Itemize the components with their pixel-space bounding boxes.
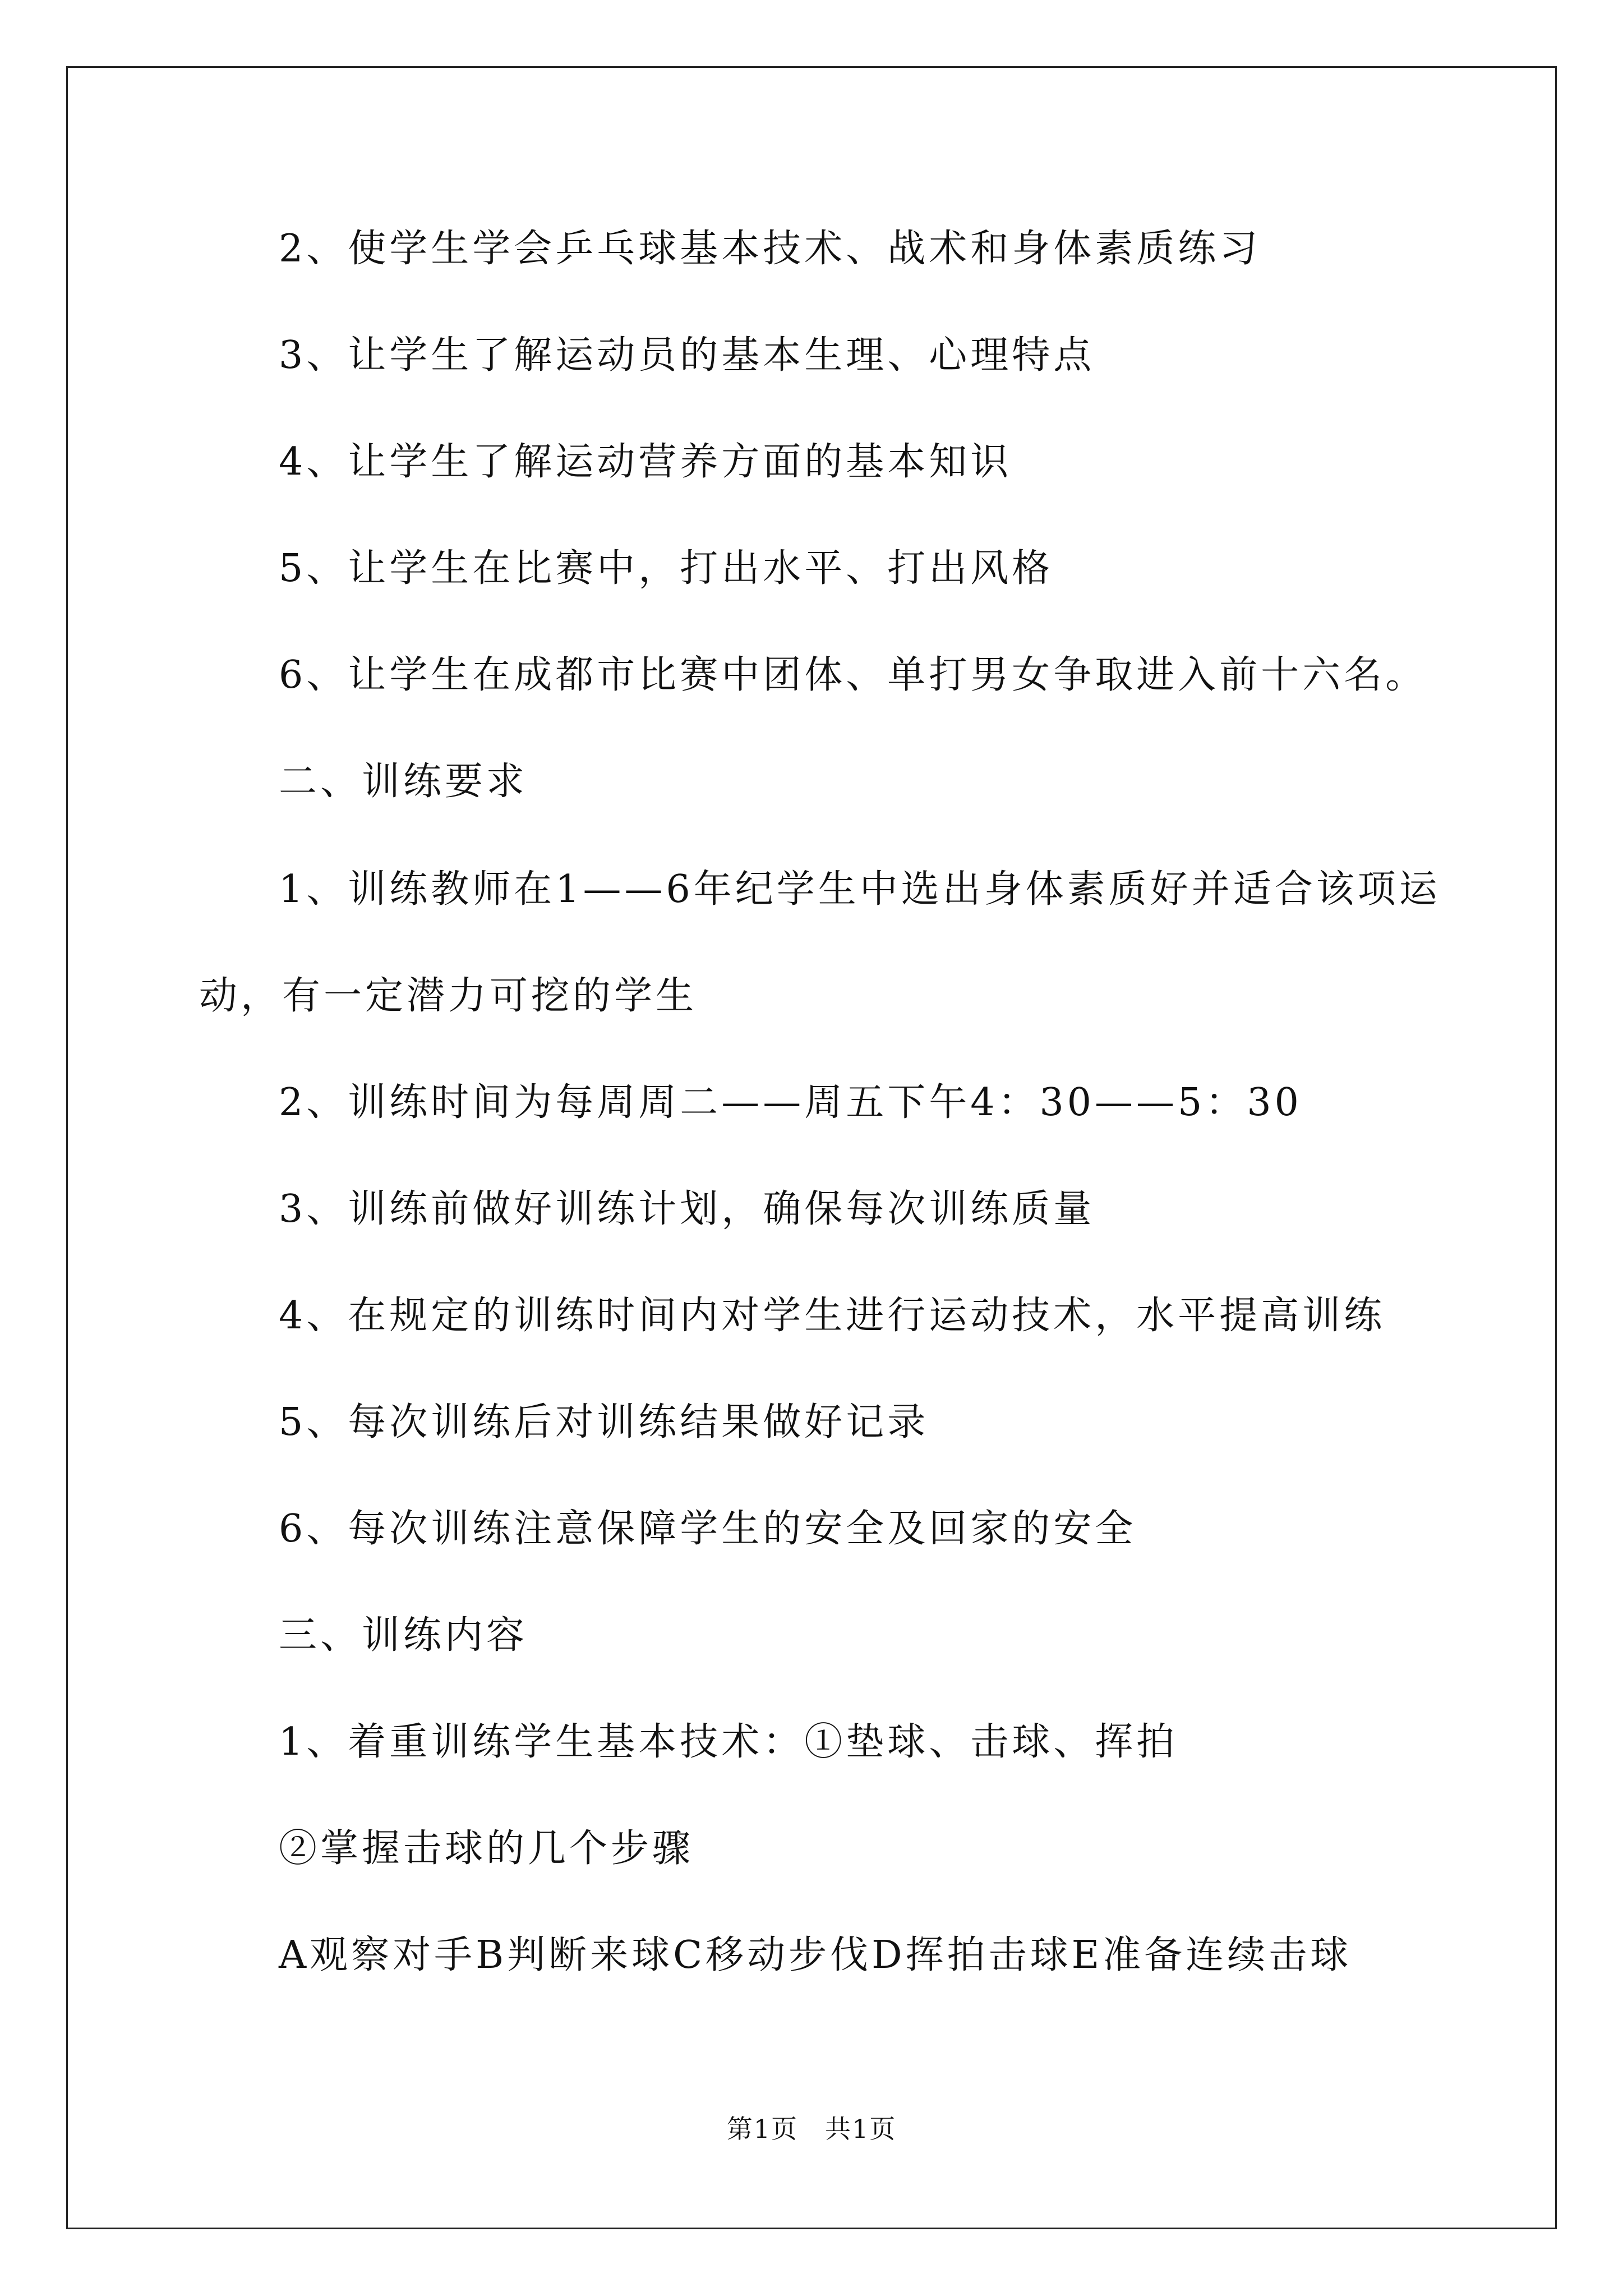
list-item-requirement-1: 1、训练教师在1——6年纪学生中选出身体素质好并适合该项运 bbox=[279, 867, 1441, 912]
list-item-content-steps: A观察对手B判断来球C移动步伐D挥拍击球E准备连续击球 bbox=[279, 1933, 1352, 1977]
list-item-goal-5: 5、让学生在比赛中，打出水平、打出风格 bbox=[279, 546, 1054, 591]
section-heading-3: 三、训练内容 bbox=[279, 1613, 528, 1658]
list-item-requirement-5: 5、每次训练后对训练结果做好记录 bbox=[279, 1400, 929, 1444]
list-item-requirement-2: 2、训练时间为每周周二——周五下午4：30——5：30 bbox=[279, 1080, 1302, 1125]
section-heading-2: 二、训练要求 bbox=[279, 760, 528, 804]
page-footer: 第1页 共1页 bbox=[726, 2114, 897, 2144]
list-item-goal-4: 4、让学生了解运动营养方面的基本知识 bbox=[279, 440, 1012, 484]
list-item-content-2: ②掌握击球的几个步骤 bbox=[279, 1826, 694, 1871]
list-item-requirement-6: 6、每次训练注意保障学生的安全及回家的安全 bbox=[279, 1507, 1137, 1551]
list-item-goal-2: 2、使学生学会乒乓球基本技术、战术和身体素质练习 bbox=[279, 227, 1261, 271]
list-item-goal-6: 6、让学生在成都市比赛中团体、单打男女争取进入前十六名。 bbox=[279, 653, 1427, 697]
list-item-requirement-3: 3、训练前做好训练计划，确保每次训练质量 bbox=[279, 1187, 1095, 1231]
list-item-requirement-1-cont: 动，有一定潜力可挖的学生 bbox=[199, 974, 698, 1018]
list-item-goal-3: 3、让学生了解运动员的基本生理、心理特点 bbox=[279, 333, 1095, 378]
list-item-requirement-4: 4、在规定的训练时间内对学生进行运动技术，水平提高训练 bbox=[279, 1294, 1386, 1338]
list-item-content-1: 1、着重训练学生基本技术：①垫球、击球、挥拍 bbox=[279, 1720, 1178, 1764]
